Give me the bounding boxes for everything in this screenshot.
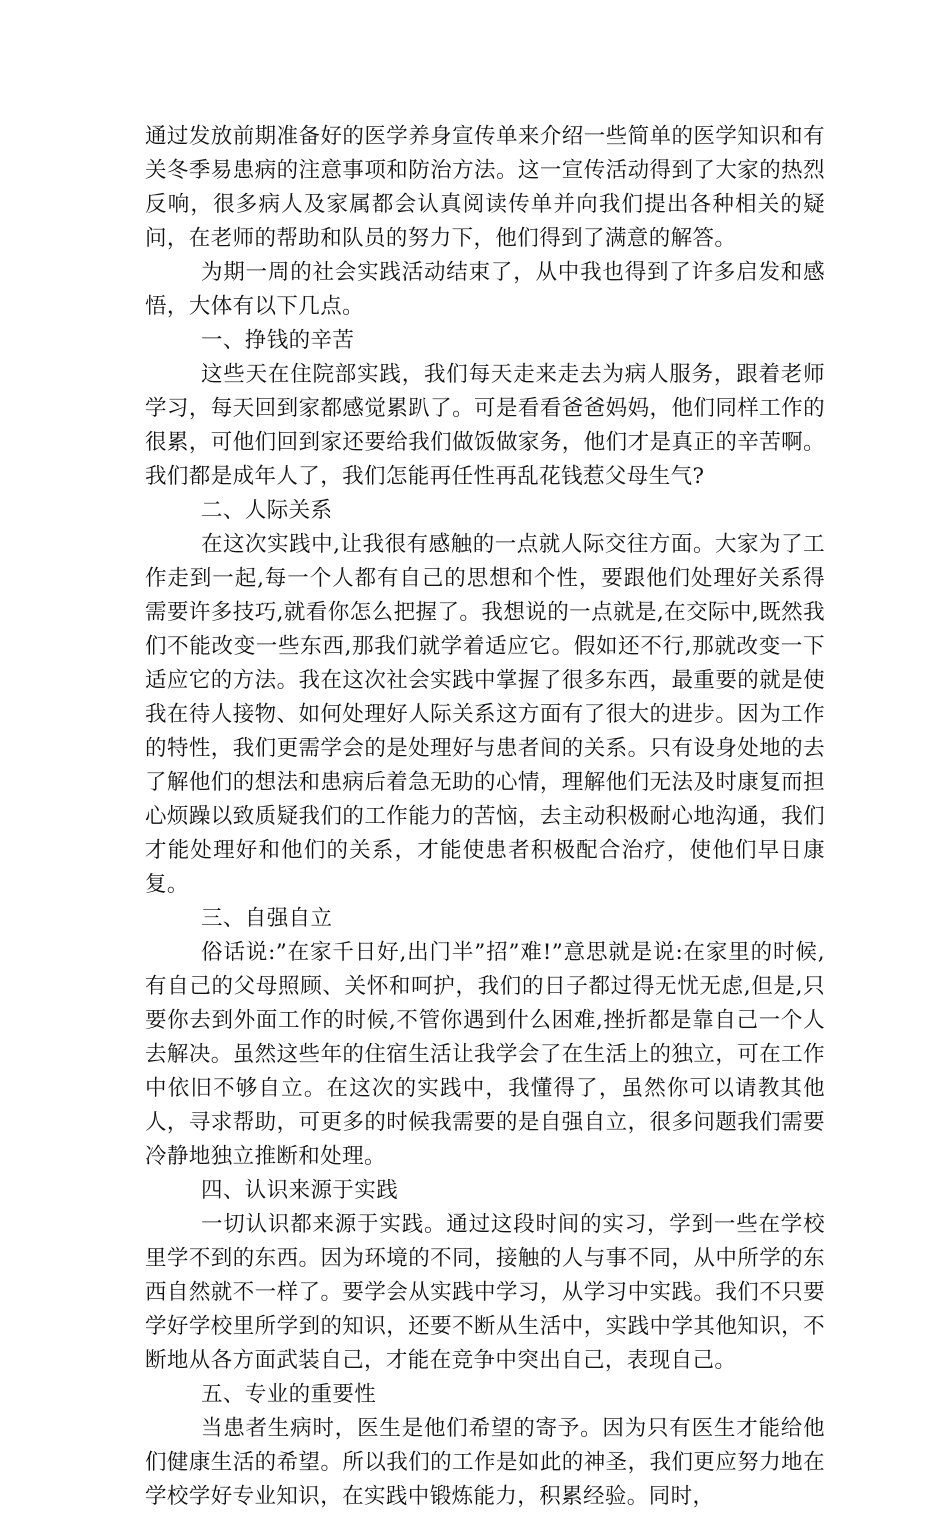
section-heading-1: 一、挣钱的辛苦 [201, 328, 355, 353]
paragraph-section-5: 当患者生病时，医生是他们希望的寄予。因为只有医生才能给他们健康生活的希望。所以我们的工作是如此的神圣，我们更应努力地在学校学好专业知识，在实践中锻炼能力，积累经验。同时， [145, 1416, 825, 1509]
paragraph-section-3: 俗话说:”在家千日好,出门半”招”难!”意思就是说:在家里的时候,有自己的父母照顾、关怀和呵护，我们的日子都过得无忧无虑,但是,只要你去到外面工作的时候,不管你遇到什么困难,挫折都是靠自己一个人去解决。虽然这些年的住宿生活让我学会了在生活上的独立，可在工作中依旧不够自立。在这次的实践中，我懂得了，虽然你可以请教其他人，寻求帮助，可更多的时候我需要的是自强自立，很多问题我们需要冷静地独立推断和处理。 [145, 940, 825, 1169]
section-heading-3: 三、自强自立 [201, 906, 333, 931]
paragraph-section-2: 在这次实践中,让我很有感触的一点就人际交往方面。大家为了工作走到一起,每一个人都有自己的思想和个性，要跟他们处理好关系得需要许多技巧,就看你怎么把握了。我想说的一点就是,在交际中,既然我们不能改变一些东西,那我们就学着适应它。假如还不行,那就改变一下适应它的方法。我在这次社会实践中掌握了很多东西，最重要的就是使我在待人接物、如何处理好人际关系这方面有了很大的进步。因为工作的特性，我们更需学会的是处理好与患者间的关系。只有设身处地的去了解他们的想法和患病后着急无助的心情，理解他们无法及时康复而担心烦躁以致质疑我们的工作能力的苦恼，去主动积极耐心地沟通，我们才能处理好和他们的关系，才能使患者积极配合治疗，使他们早日康复。 [145, 532, 825, 897]
section-heading-5: 五、专业的重要性 [201, 1382, 377, 1407]
document-page [145, 120, 825, 1514]
paragraph-summary: 为期一周的社会实践活动结束了，从中我也得到了许多启发和感悟，大体有以下几点。 [145, 260, 825, 319]
paragraph-section-4: 一切认识都来源于实践。通过这段时间的实习，学到一些在学校里学不到的东西。因为环境的不同，接触的人与事不同，从中所学的东西自然就不一样了。要学会从实践中学习，从学习中实践。我们不只要学好学校里所学到的知识，还要不断从生活中，实践中学其他知识，不断地从各方面武装自己，才能在竞争中突出自己，表现自己。 [145, 1212, 825, 1373]
section-heading-2: 二、人际关系 [201, 498, 333, 523]
paragraph-intro-continuation: 通过发放前期准备好的医学养身宣传单来介绍一些简单的医学知识和有关冬季易患病的注意事项和防治方法。这一宣传活动得到了大家的热烈反响，很多病人及家属都会认真阅读传单并向我们提出各种相关的疑问，在老师的帮助和队员的努力下，他们得到了满意的解答。 [145, 124, 825, 251]
paragraph-section-1: 这些天在住院部实践，我们每天走来走去为病人服务，跟着老师学习，每天回到家都感觉累趴了。可是看看爸爸妈妈，他们同样工作的很累，可他们回到家还要给我们做饭做家务，他们才是真正的辛苦啊。我们都是成年人了，我们怎能再任性再乱花钱惹父母生气? [145, 362, 825, 489]
section-heading-4: 四、认识来源于实践 [201, 1178, 399, 1203]
